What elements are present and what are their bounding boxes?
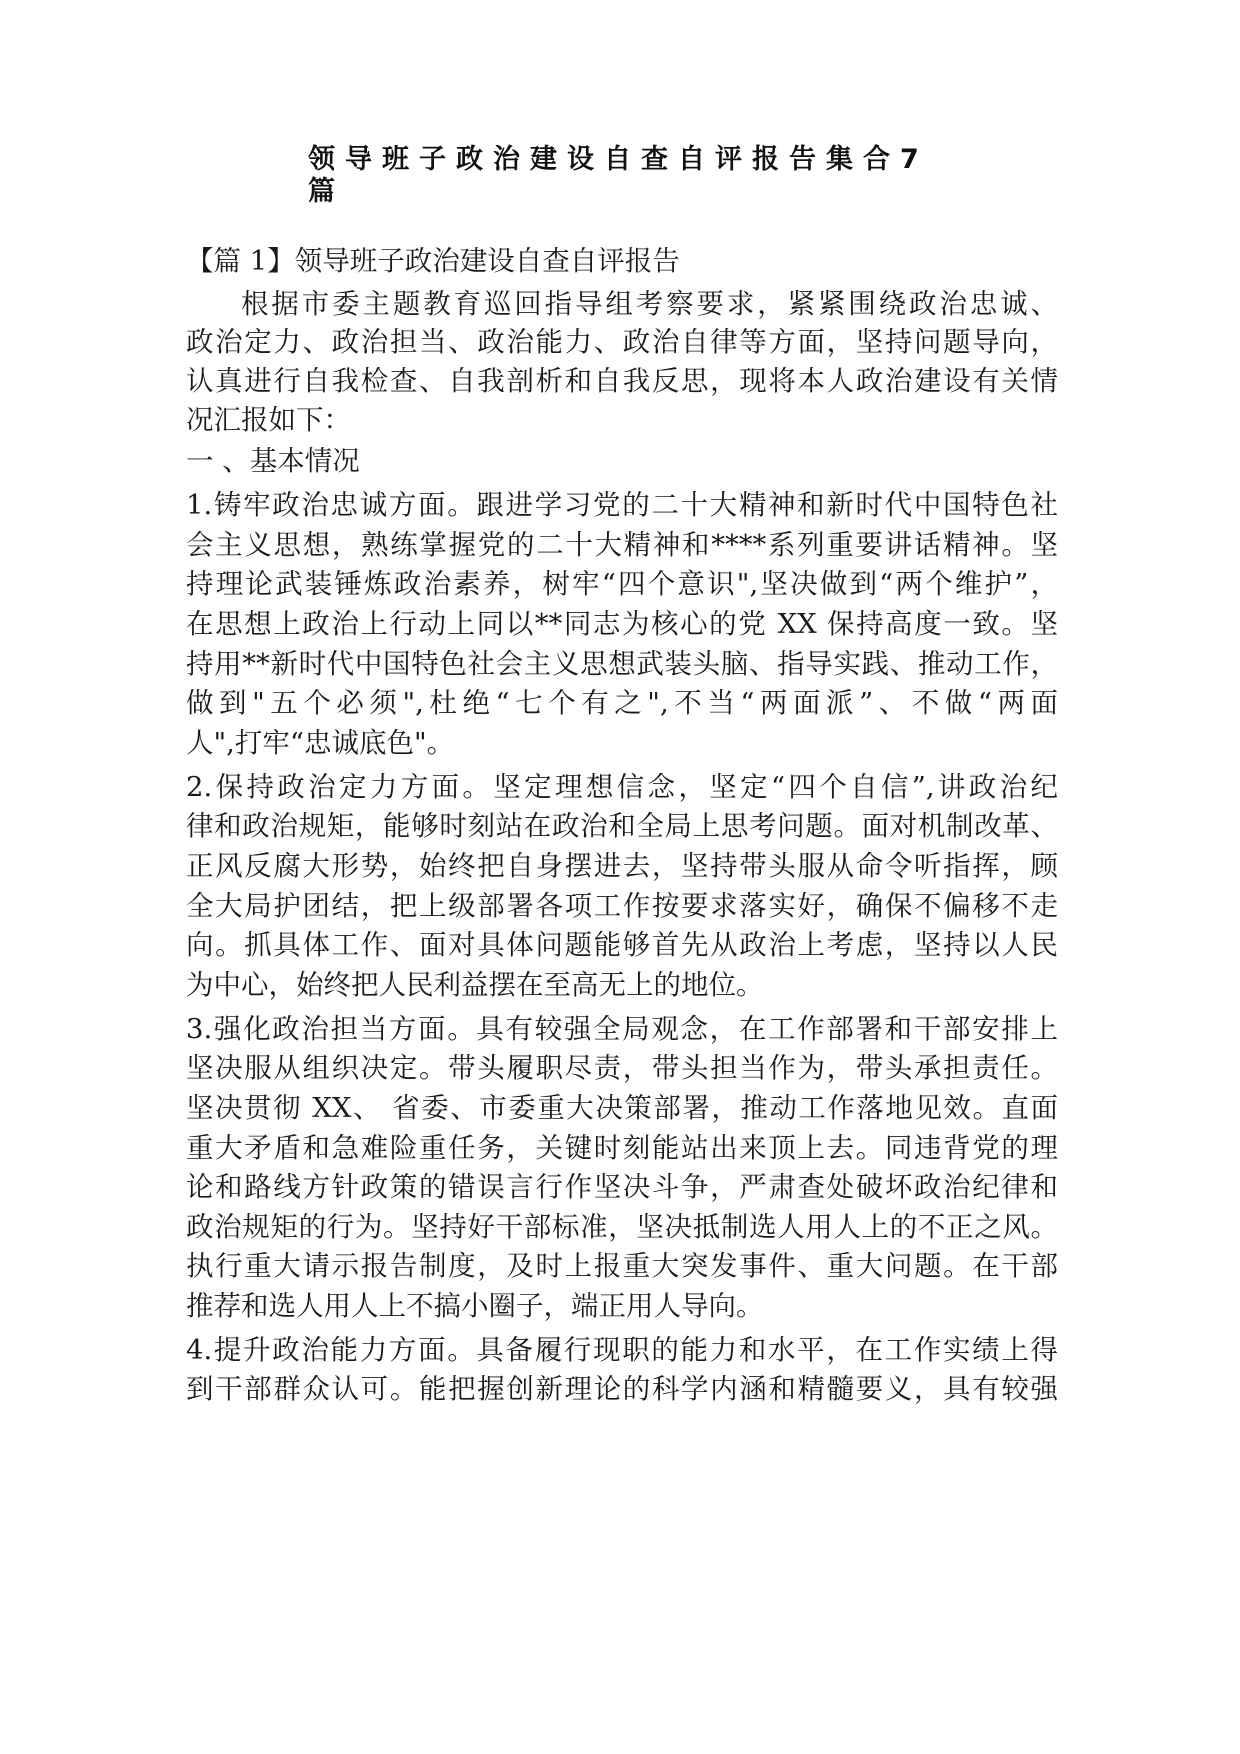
text-line: 3.强化政治担当方面。具有较强全局观念，在工作部署和干部安排上 xyxy=(186,1012,1058,1045)
text-line: 论和路线方针政策的错误言行作坚决斗争，严肃查处破坏政治纪律和 xyxy=(186,1171,1058,1204)
text-line: 重大矛盾和急难险重任务，关键时刻能站出来顶上去。同违背党的理 xyxy=(186,1131,1058,1164)
text-line: 正风反腐大形势，始终把自身摆进去，坚持带头服从命令听指挥，顾 xyxy=(186,849,1058,882)
numbered-paragraph-4 xyxy=(186,1331,1058,1410)
text-line: 推荐和选人用人上不搞小圈子，端正用人导向。 xyxy=(186,1289,764,1322)
text-line: 持用**新时代中国特色社会主义思想武装头脑、指导实践、推动工作， xyxy=(186,647,1058,680)
text-line: 做到"五个必须",杜绝“七个有之",不当“两面派”、不做“两面 xyxy=(186,687,1058,720)
text-line: 全大局护团结，把上级部署各项工作按要求落实好，确保不偏移不走 xyxy=(186,889,1058,922)
text-line: 政治规矩的行为。坚持好干部标准，坚决抵制选人用人上的不正之风。 xyxy=(186,1210,1058,1243)
section-heading: 【篇 1】领导班子政治建设自查自评报告 xyxy=(186,245,680,277)
text-line: 根据市委主题教育巡回指导组考察要求，紧紧围绕政治忠诚、 xyxy=(241,287,1058,320)
text-line: 持理论武装锤炼政治素养，树牢“四个意识",坚决做到“两个维护”， xyxy=(186,568,1058,601)
text-line: 律和政治规矩，能够时刻站在政治和全局上思考问题。面对机制改革、 xyxy=(186,810,1058,843)
text-line: 认真进行自我检查、自我剖析和自我反思，现将本人政治建设有关情 xyxy=(186,364,1058,397)
intro-paragraph xyxy=(186,285,1058,440)
text-line: 人",打牢“忠诚底色"。 xyxy=(186,726,455,759)
text-line: 向。抓具体工作、面对具体问题能够首先从政治上考虑，坚持以人民 xyxy=(186,929,1058,962)
text-line: 况汇报如下： xyxy=(186,403,351,436)
section-title: 一 、基本情况 xyxy=(186,445,360,478)
numbered-paragraph-3 xyxy=(186,1010,1058,1327)
text-line: 会主义思想，熟练掌握党的二十大精神和****系列重要讲话精神。坚 xyxy=(186,528,1058,561)
text-line: 为中心，始终把人民利益摆在至高无上的地位。 xyxy=(186,968,764,1001)
document-body xyxy=(186,242,1058,1410)
text-line: 2.保持政治定力方面。坚定理想信念，坚定“四个自信”,讲政治纪 xyxy=(186,770,1058,803)
text-line: 政治定力、政治担当、政治能力、政治自律等方面，坚持问题导向， xyxy=(186,326,1058,359)
text-line: 在思想上政治上行动上同以**同志为核心的党 XX 保持高度一致。坚 xyxy=(186,608,1058,641)
text-line: 执行重大请示报告制度，及时上报重大突发事件、重大问题。在干部 xyxy=(186,1250,1058,1283)
text-line: 1.铸牢政治忠诚方面。跟进学习党的二十大精神和新时代中国特色社 xyxy=(186,489,1058,522)
document-title: 领导班子政治建设自查自评报告集合7篇 xyxy=(308,144,929,207)
numbered-paragraph-2 xyxy=(186,768,1058,1006)
numbered-paragraph-1 xyxy=(186,486,1058,763)
text-line: 到干部群众认可。能把握创新理论的科学内涵和精髓要义，具有较强 xyxy=(186,1373,1058,1406)
text-line: 4.提升政治能力方面。具备履行现职的能力和水平，在工作实绩上得 xyxy=(186,1333,1058,1366)
text-line: 坚决贯彻 XX、 省委、市委重大决策部署，推动工作落地见效。直面 xyxy=(186,1091,1058,1124)
text-line: 坚决服从组织决定。带头履职尽责，带头担当作为，带头承担责任。 xyxy=(186,1052,1058,1085)
